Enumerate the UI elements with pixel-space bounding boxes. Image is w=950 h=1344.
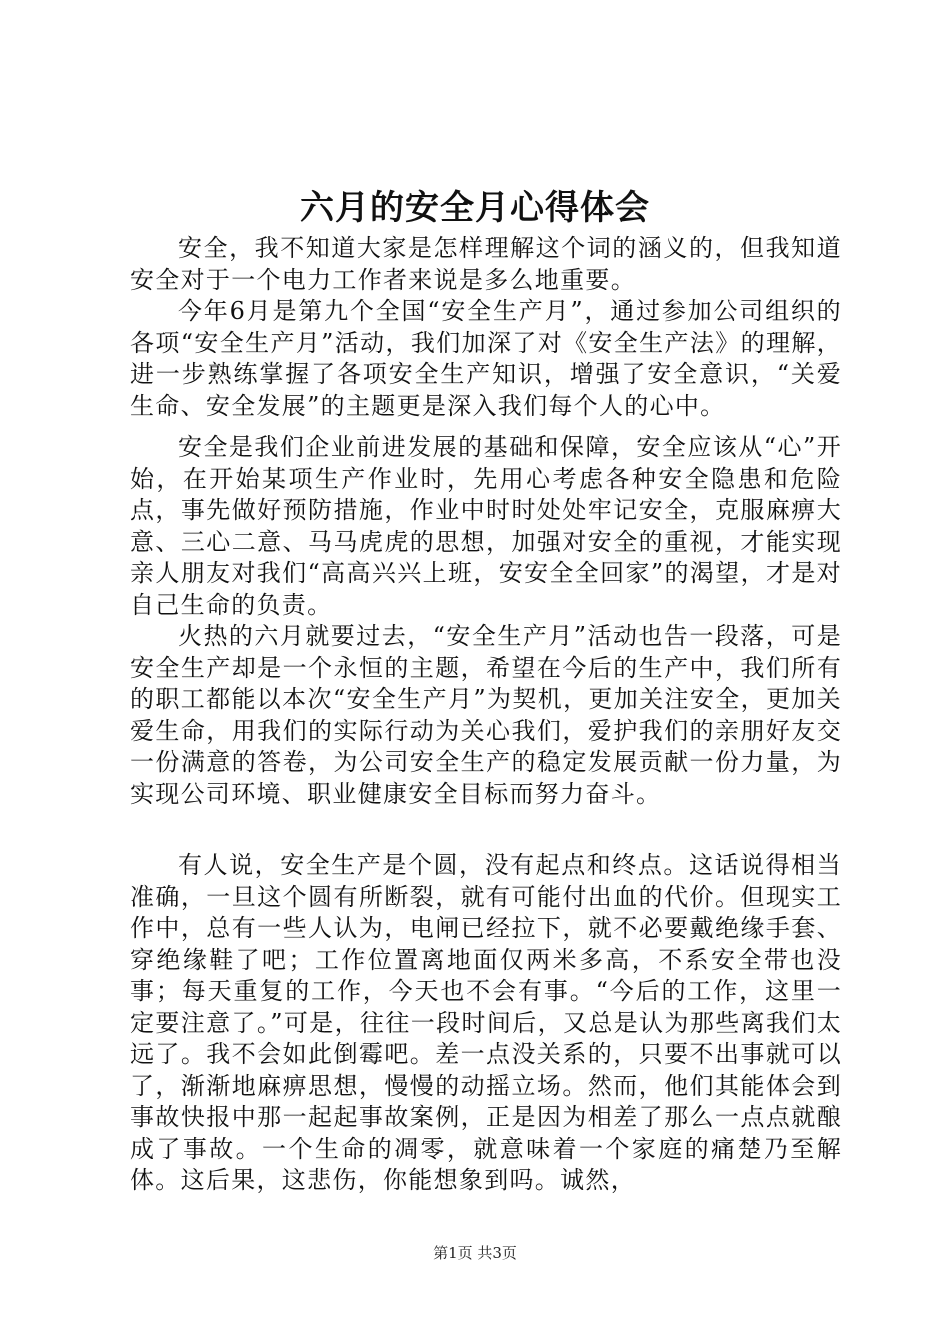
paragraph-3: 安全是我们企业前进发展的基础和保障，安全应该从“心”开始，在开始某项生产作业时，先用心考虑各种安全隐患和危险点，事先做好预防措施，作业中时时处处牢记安全，克服麻痹大意、三心二意、马马虎虎的思想，加强对安全的重视，才能实现亲人朋友对我们“高高兴兴上班，安安全全回家”的渴望，才是对自己生命的负责。 [130, 433, 842, 619]
paragraph-5: 有人说，安全生产是个圆，没有起点和终点。这话说得相当准确，一旦这个圆有所断裂，就有可能付出血的代价。但现实工作中，总有一些人认为，电闸已经拉下，就不必要戴绝缘手套、穿绝缘鞋了吧；工作位置离地面仅两米多高，不系安全带也没事；每天重复的工作，今天也不会有事。“今后的工作，这里一定要注意了。”可是，往往一段时间后，又总是认为那些离我们太远了。我不会如此倒霉吧。差一点没关系的，只要不出事就可以了，渐渐地麻痹思想，慢慢的动摇立场。然而，他们其能体会到事故快报中那一起起事故案例，正是因为相差了那么一点点就酿成了事故。一个生命的凋零，就意味着一个家庭的痛楚乃至解体。这后果，这悲伤，你能想象到吗。诚然， [130, 851, 842, 1194]
document-title: 六月的安全月心得体会 [300, 188, 650, 228]
paragraph-1: 安全，我不知道大家是怎样理解这个词的涵义的，但我知道安全对于一个电力工作者来说是多么地重要。 [130, 234, 842, 294]
paragraph-2: 今年6月是第九个全国“安全生产月”，通过参加公司组织的各项“安全生产月”活动，我们加深了对《安全生产法》的理解，进一步熟练掌握了各项安全生产知识，增强了安全意识，“关爱生命、安全发展”的主题更是深入我们每个人的心中。 [130, 297, 842, 420]
document-body [130, 233, 842, 1197]
page-footer: 第1页 共3页 [433, 1244, 517, 1262]
paragraph-4: 火热的六月就要过去，“安全生产月”活动也告一段落，可是安全生产却是一个永恒的主题，希望在今后的生产中，我们所有的职工都能以本次“安全生产月”为契机，更加关注安全，更加关爱生命，用我们的实际行动为关心我们，爱护我们的亲朋好友交一份满意的答卷，为公司安全生产的稳定发展贡献一份力量，为实现公司环境、职业健康安全目标而努力奋斗。 [130, 622, 842, 808]
